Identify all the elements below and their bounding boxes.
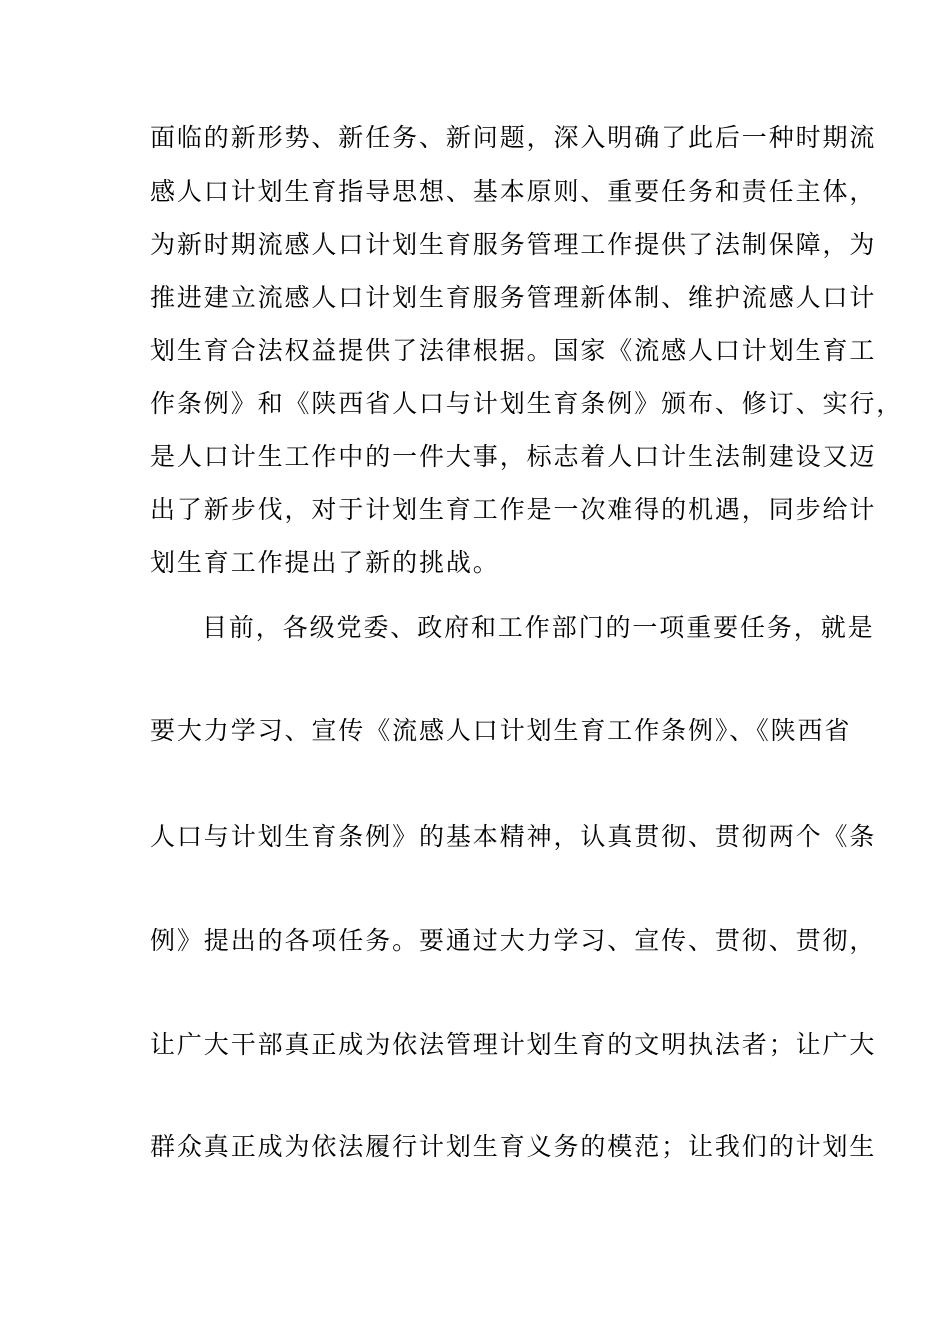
- paragraph-1-line-5: 划生育合法权益提供了法律根据。国家《流感人口计划生育工: [150, 336, 877, 365]
- paragraph-1-line-3: 为新时期流感人口计划生育服务管理工作提供了法制保障，为: [150, 230, 877, 259]
- paragraph-1-line-8: 出了新步伐，对于计划生育工作是一次难得的机遇，同步给计: [150, 495, 877, 524]
- paragraph-1-line-7: 是人口计生工作中的一件大事，标志着人口计生法制建设又迈: [150, 442, 877, 471]
- paragraph-1-line-9: 划生育工作提出了新的挑战。: [150, 548, 500, 577]
- paragraph-2-line-5: 让广大干部真正成为依法管理计划生育的文明执法者；让广大: [150, 1030, 877, 1059]
- paragraph-1-line-1: 面临的新形势、新任务、新问题，深入明确了此后一种时期流: [150, 123, 877, 152]
- paragraph-1-line-2: 感人口计划生育指导思想、基本原则、重要任务和责任主体，: [150, 177, 877, 206]
- paragraph-2-line-3: 人口与计划生育条例》的基本精神，认真贯彻、贯彻两个《条: [150, 822, 877, 851]
- paragraph-1-line-6: 作条例》和《陕西省人口与计划生育条例》颁布、修订、实行，: [150, 389, 904, 418]
- paragraph-2-line-1: 目前，各级党委、政府和工作部门的一项重要任务，就是: [202, 613, 875, 642]
- paragraph-2-line-2: 要大力学习、宣传《流感人口计划生育工作条例》、《陕西省: [150, 716, 852, 745]
- paragraph-2-line-4: 例》提出的各项任务。要通过大力学习、宣传、贯彻、贯彻，: [150, 926, 877, 955]
- paragraph-2-line-6: 群众真正成为依法履行计划生育义务的模范；让我们的计划生: [150, 1132, 877, 1161]
- paragraph-1-line-4: 推进建立流感人口计划生育服务管理新体制、维护流感人口计: [150, 283, 877, 312]
